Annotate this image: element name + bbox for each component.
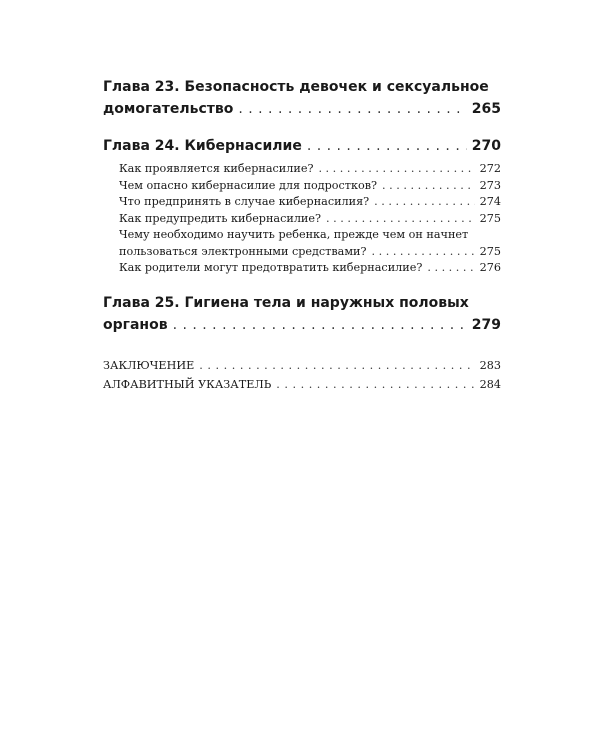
dot-leader	[199, 356, 474, 375]
chapter-title-continued: органов	[103, 316, 168, 333]
page-number: 272	[479, 162, 501, 175]
dot-leader	[382, 178, 475, 195]
page-number: 283	[479, 358, 501, 372]
chapter-title-line	[103, 76, 501, 98]
section-title: Как родители могут предотвратить кибернасилие?	[119, 261, 423, 274]
section-entry	[119, 178, 501, 195]
chapter-title: Глава 23. Безопасность девочек и сексуальное	[103, 79, 489, 95]
back-matter-title: ЗАКЛЮЧЕНИЕ	[103, 358, 195, 372]
section-title: Что предпринять в случае кибернасилия?	[119, 195, 370, 208]
section-entry	[119, 260, 501, 277]
chapter-title-continued: домогательство	[103, 101, 234, 117]
chapter-title-line	[103, 292, 501, 314]
back-matter-entry	[103, 356, 501, 375]
page-number: 270	[471, 138, 501, 154]
section-title-continued: пользоваться электронными средствами?	[119, 244, 367, 258]
page-number: 274	[479, 195, 501, 208]
chapter-title-line	[103, 135, 501, 157]
dot-leader	[318, 161, 474, 178]
back-matter-entry	[103, 375, 501, 394]
section-title: Как проявляется кибернасилие?	[119, 162, 314, 175]
chapter-title-line	[103, 98, 501, 120]
section-title: Чем опасно кибернасилие для подростков?	[119, 178, 378, 192]
chapter-title: Глава 24. Кибернасилие	[103, 138, 302, 154]
section-title: Как предупредить кибернасилие?	[119, 211, 322, 225]
dot-leader	[371, 244, 474, 261]
chapter-23	[103, 76, 501, 120]
section-entry	[119, 211, 501, 228]
page-number: 279	[471, 316, 501, 333]
dot-leader	[374, 194, 474, 211]
dot-leader	[307, 135, 467, 157]
page-number: 273	[479, 178, 501, 192]
chapter-title-line	[103, 314, 501, 336]
page-number: 284	[479, 377, 501, 391]
section-entry	[119, 244, 501, 261]
page-number: 265	[471, 101, 501, 117]
section-entry	[119, 161, 501, 178]
dot-leader	[276, 375, 474, 394]
dot-leader	[427, 260, 474, 277]
page-number: 275	[479, 211, 501, 225]
table-of-contents	[103, 76, 501, 394]
section-title-line: Чему необходимо научить ребенка, прежде чем он начнет	[119, 228, 469, 241]
chapter-24	[103, 135, 501, 277]
section-entry	[119, 194, 501, 211]
back-matter-list	[103, 356, 501, 394]
chapter-title: Глава 25. Гигиена тела и наружных половых	[103, 294, 469, 311]
dot-leader	[326, 211, 475, 228]
back-matter-title: АЛФАВИТНЫЙ УКАЗАТЕЛЬ	[103, 377, 272, 391]
chapter-25	[103, 292, 501, 336]
dot-leader	[238, 98, 466, 120]
dot-leader	[173, 314, 467, 336]
page-number: 276	[479, 261, 501, 274]
page-number: 275	[479, 244, 501, 258]
section-list	[103, 161, 501, 277]
